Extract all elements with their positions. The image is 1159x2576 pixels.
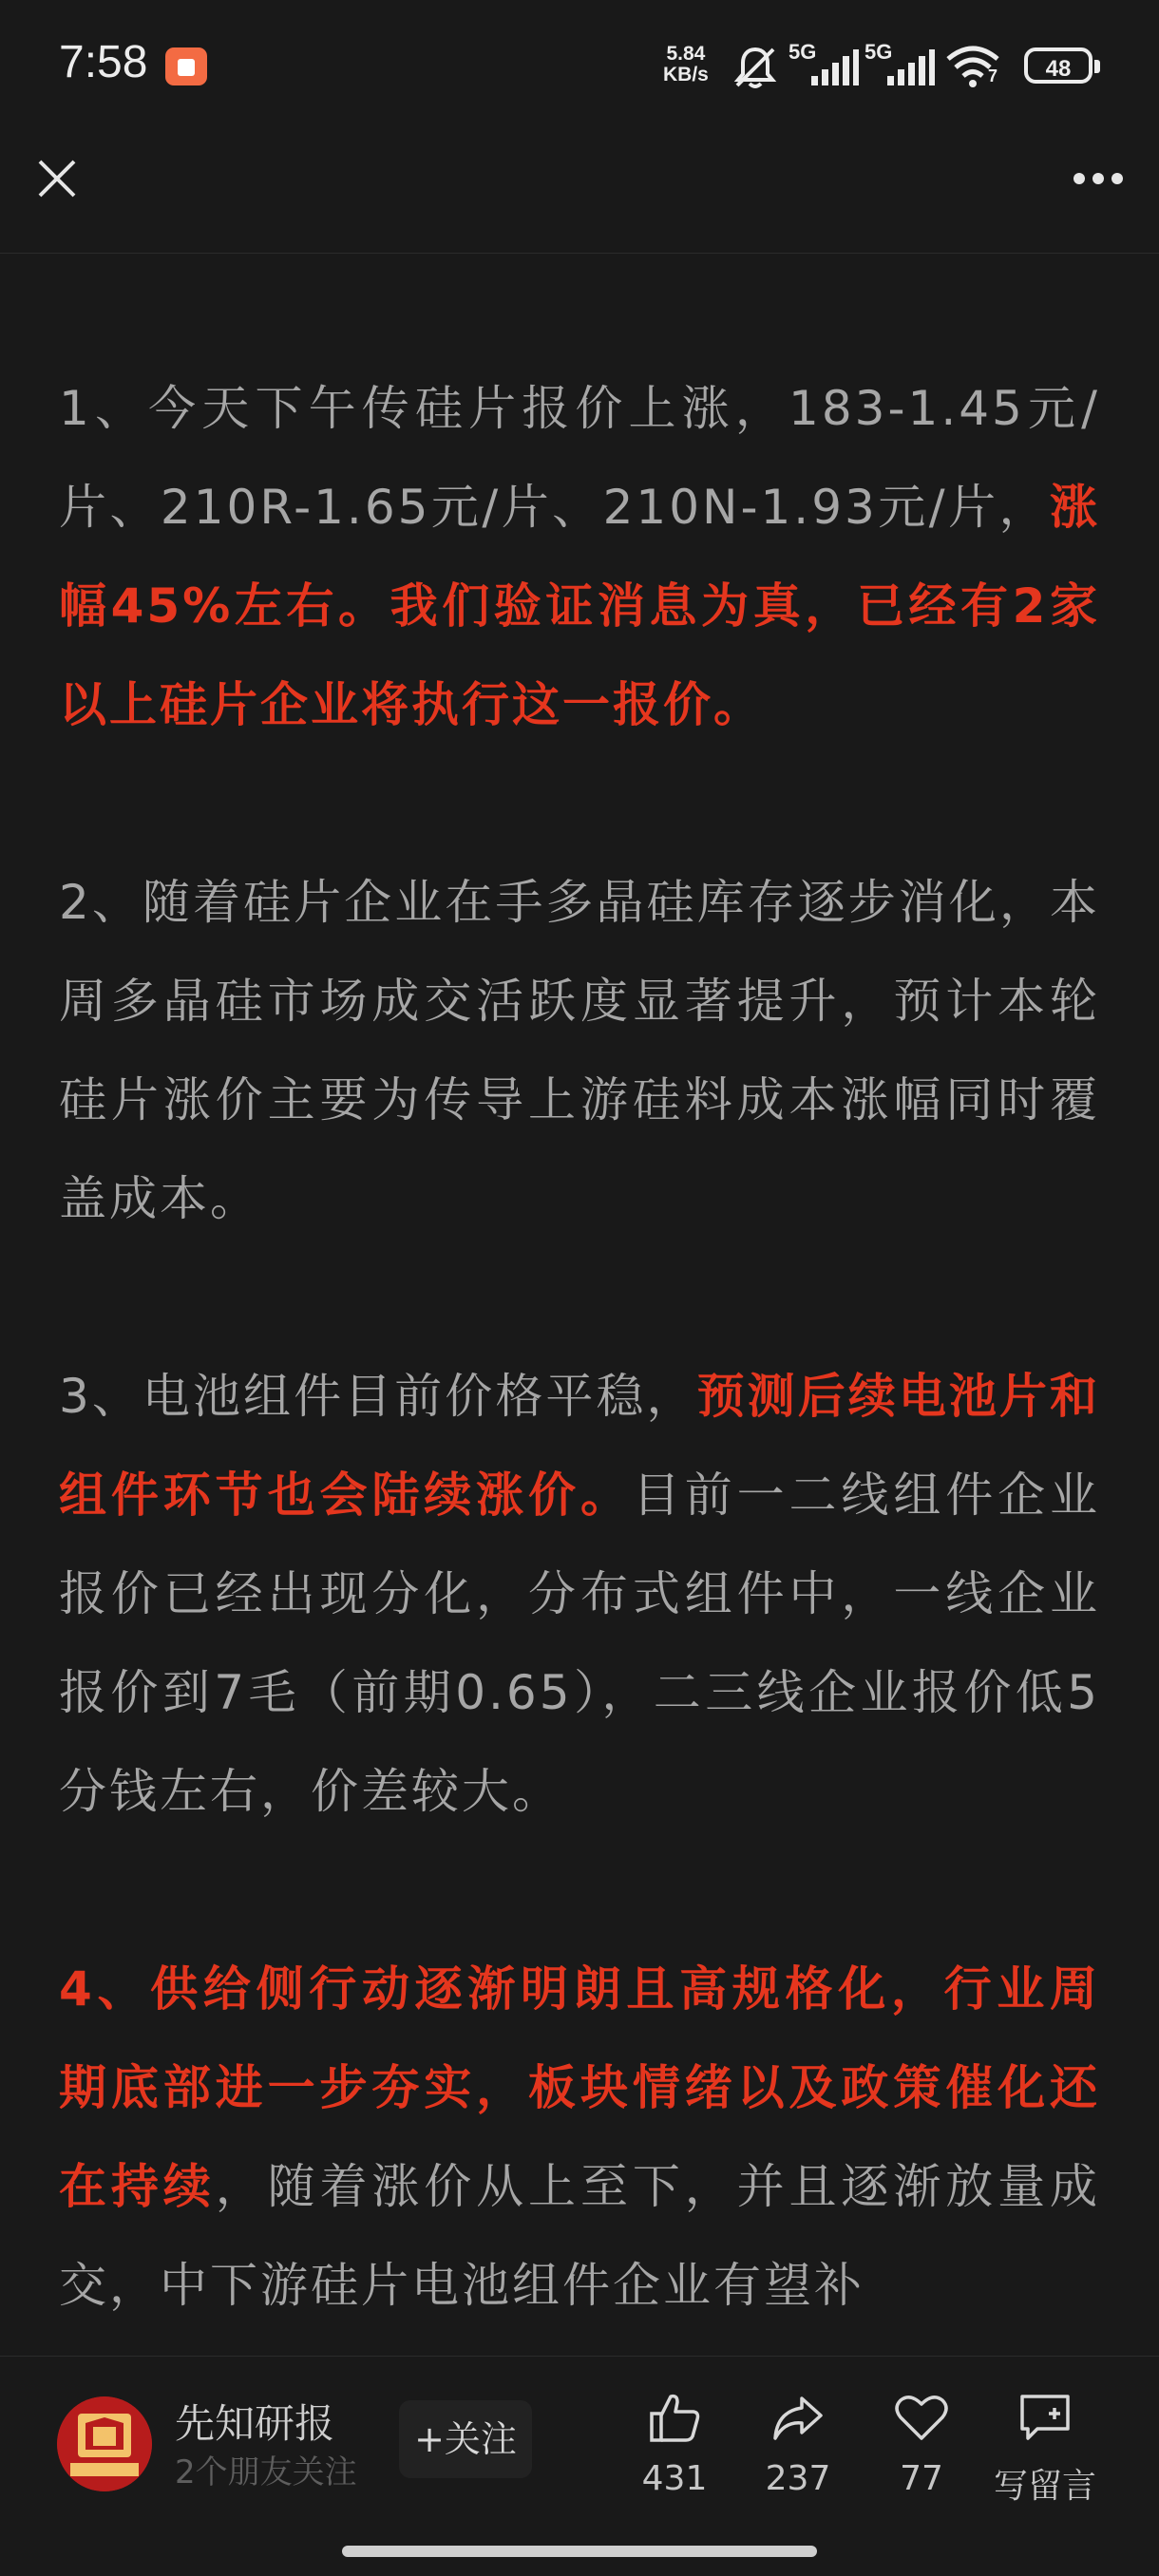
article-paragraph-1 xyxy=(59,359,1100,754)
followers-text: 2个朋友关注 xyxy=(175,2453,357,2491)
article-paragraph-4 xyxy=(59,1940,1100,2335)
author-avatar[interactable] xyxy=(57,2396,152,2491)
mute-icon xyxy=(732,44,779,91)
status-time: 7:58 xyxy=(59,37,148,87)
signal-label-2: 5G xyxy=(864,40,893,64)
close-icon[interactable] xyxy=(36,158,78,199)
article-paragraph-2 xyxy=(59,853,1100,1248)
thumbs-up-icon xyxy=(646,2389,703,2446)
battery-indicator: 48 xyxy=(1024,47,1092,84)
share-count: 237 xyxy=(765,2459,831,2498)
paragraph-highlight: 涨幅45%左右。我们验证消息为真，已经有2家以上硅片企业将执行这一报价。 xyxy=(59,480,1100,732)
article-body xyxy=(59,253,1100,2356)
paragraph-text: 3、电池组件目前价格平稳， xyxy=(59,1369,697,1424)
signal-icon-1 xyxy=(809,49,859,87)
network-speed-unit: KB/s xyxy=(663,64,709,85)
share-button[interactable] xyxy=(741,2389,855,2498)
paragraph-text: 1、今天下午传硅片报价上涨，183-1.45元/片、210R-1.65元/片、210N-1.93元/片， xyxy=(59,381,1100,535)
bottom-action-bar xyxy=(0,2356,1159,2528)
follow-button[interactable]: +关注 xyxy=(399,2400,532,2478)
paragraph-highlight: 预测后续电池片和组件环节也会陆续涨价。 xyxy=(59,1369,1100,1523)
like-count: 431 xyxy=(641,2459,708,2498)
wifi-label: 7 xyxy=(988,66,998,85)
author-logo-icon xyxy=(57,2396,152,2491)
comment-label: 写留言 xyxy=(993,2467,1096,2506)
status-bar xyxy=(0,0,1159,133)
share-icon xyxy=(770,2389,826,2446)
paragraph-text: 2、随着硅片企业在手多晶硅库存逐步消化，本周多晶硅市场成交活跃度显著提升，预计本轮硅片涨价主要为传导上游硅料成本涨幅同时覆盖成本。 xyxy=(59,875,1100,1226)
favorite-count: 77 xyxy=(900,2459,943,2498)
comment-icon xyxy=(1016,2389,1074,2446)
more-options-icon[interactable] xyxy=(1072,171,1125,186)
signal-icon-2 xyxy=(885,49,935,87)
heart-icon xyxy=(893,2389,950,2446)
network-speed-value: 5.84 xyxy=(666,43,706,65)
app-notification-icon xyxy=(165,47,207,85)
paragraph-text: ，随着涨价从上至下，并且逐渐放量成交，中下游硅片电池组件企业有望补 xyxy=(59,2159,1100,2313)
comment-button[interactable] xyxy=(988,2389,1102,2508)
like-button[interactable] xyxy=(618,2389,732,2498)
favorite-button[interactable] xyxy=(864,2389,978,2498)
paragraph-text: 目前一二线组件企业报价已经出现分化，分布式组件中，一线企业报价到7毛（前期0.65），二三线企业报价低5分钱左右，价差较大。 xyxy=(59,1468,1100,1819)
author-name[interactable]: 先知研报 xyxy=(175,2400,335,2447)
paragraph-highlight: 4、供给侧行动逐渐明朗且高规格化，行业周期底部进一步夯实，板块情绪以及政策催化还在持续 xyxy=(59,1961,1100,2214)
home-indicator[interactable] xyxy=(342,2546,817,2557)
article-paragraph-3 xyxy=(59,1347,1100,1841)
signal-label-1: 5G xyxy=(788,40,817,64)
network-speed xyxy=(663,44,709,85)
top-bar xyxy=(0,133,1159,254)
